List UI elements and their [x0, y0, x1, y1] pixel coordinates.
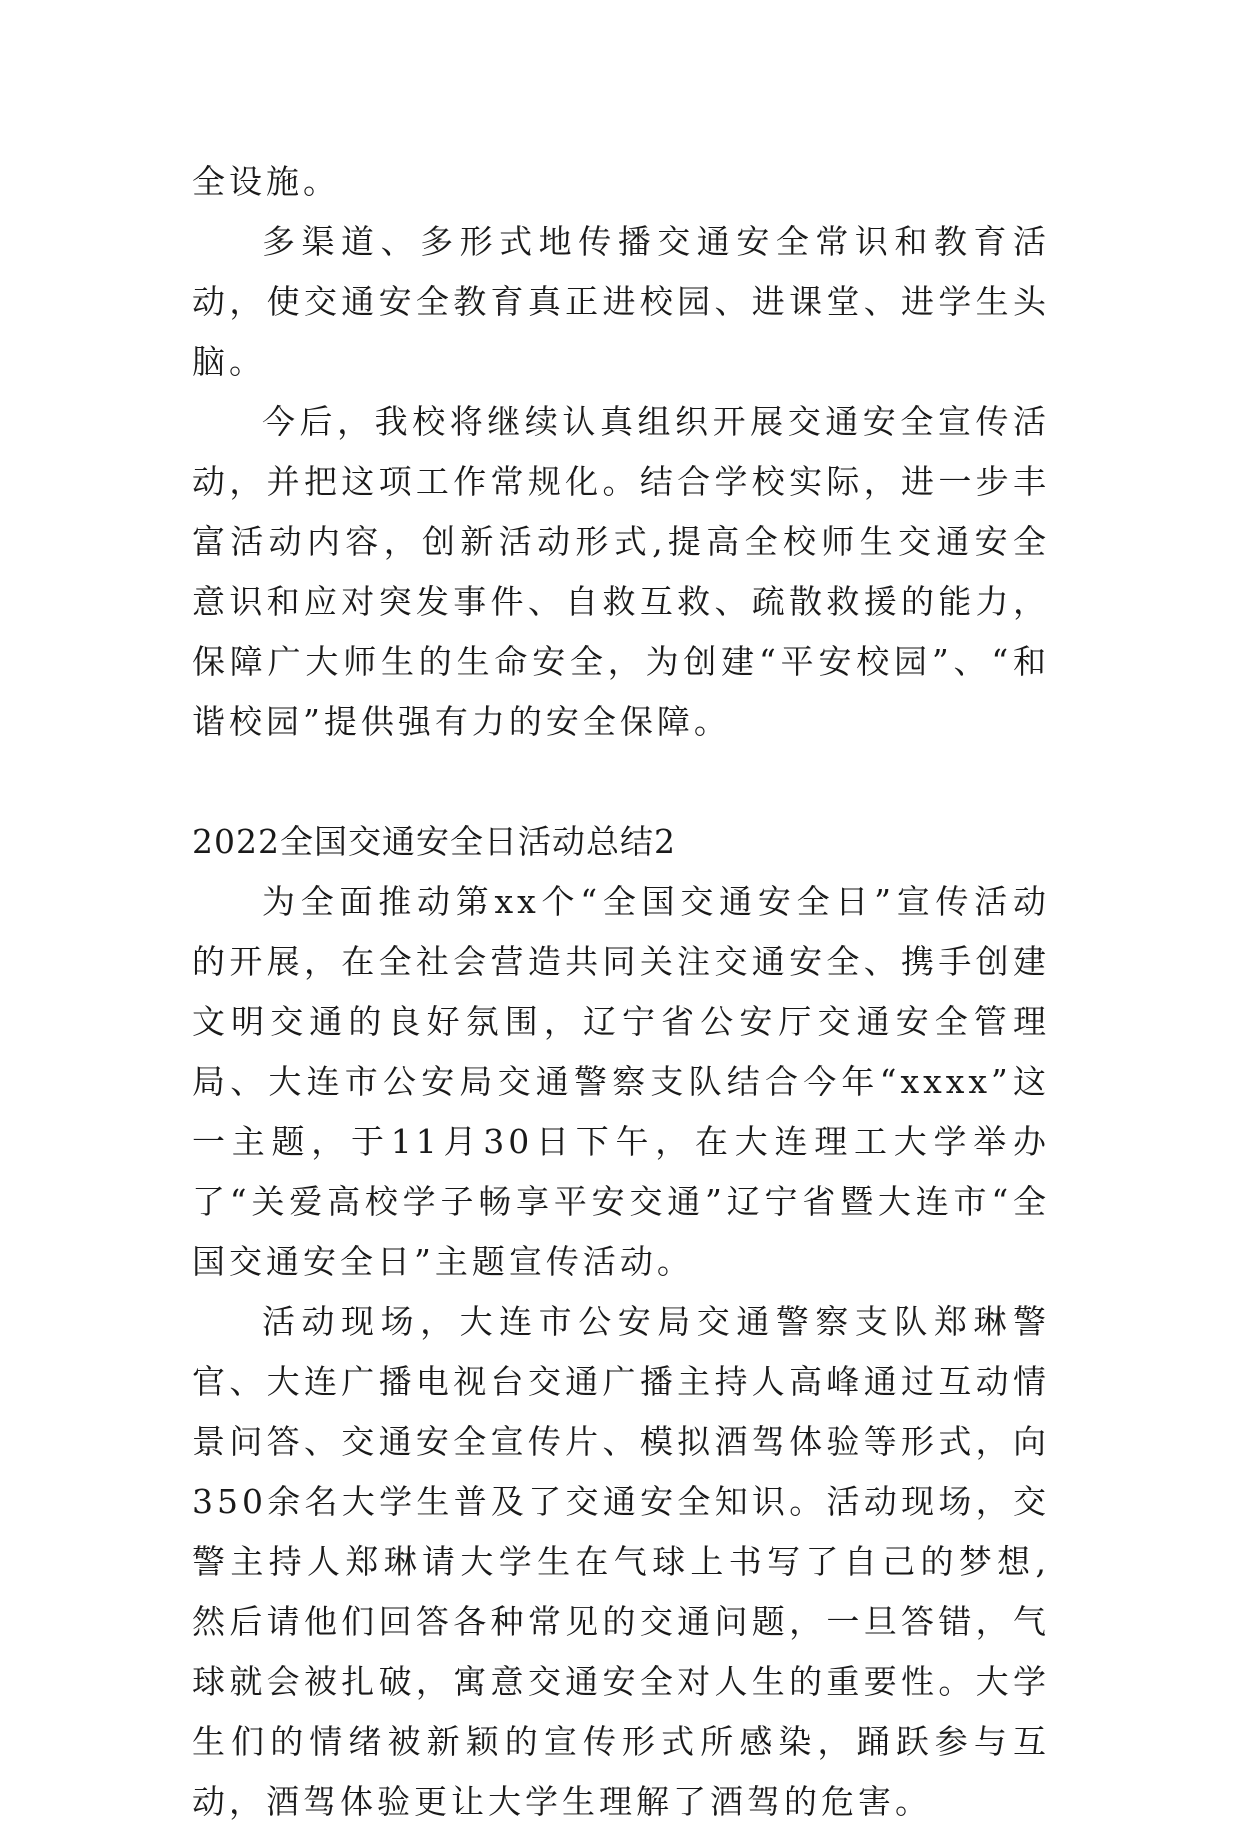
section-title: 2022全国交通安全日活动总结2 [192, 822, 676, 861]
paragraph-continuation: 全设施。 [192, 162, 340, 201]
paragraph: 活动现场，大连市公安局交通警察支队郑琳警官、大连广播电视台交通广播主持人高峰通过互动情景问答、交通安全宣传片、模拟酒驾体验等形式，向350余名大学生普及了交通安全知识。活动现场，交警主持人郑琳请大学生在气球上书写了自己的梦想,然后请他们回答各种常见的交通问题，一旦答错，气球就会被扎破，寓意交通安全对人生的重要性。大学生们的情绪被新颖的宣传形式所感染，踊跃参与互动，酒驾体验更让大学生理解了酒驾的危害。 [192, 1302, 1050, 1821]
paragraph: 今后，我校将继续认真组织开展交通安全宣传活动，并把这项工作常规化。结合学校实际，进一步丰富活动内容，创新活动形式,提高全校师生交通安全意识和应对突发事件、自救互救、疏散救援的能力，保障广大师生的生命安全，为创建“平安校园”、“和谐校园”提供强有力的安全保障。 [192, 402, 1050, 741]
paragraph: 为全面推动第xx个“全国交通安全日”宣传活动的开展，在全社会营造共同关注交通安全、携手创建文明交通的良好氛围，辽宁省公安厅交通安全管理局、大连市公安局交通警察支队结合今年“xxxx”这一主题，于11月30日下午，在大连理工大学举办了“关爱高校学子畅享平安交通”辽宁省暨大连市“全国交通安全日”主题宣传活动。 [192, 882, 1050, 1281]
paragraph: 多渠道、多形式地传播交通安全常识和教育活动，使交通安全教育真正进校园、进课堂、进学生头脑。 [192, 222, 1050, 381]
document-body [192, 152, 1050, 1832]
